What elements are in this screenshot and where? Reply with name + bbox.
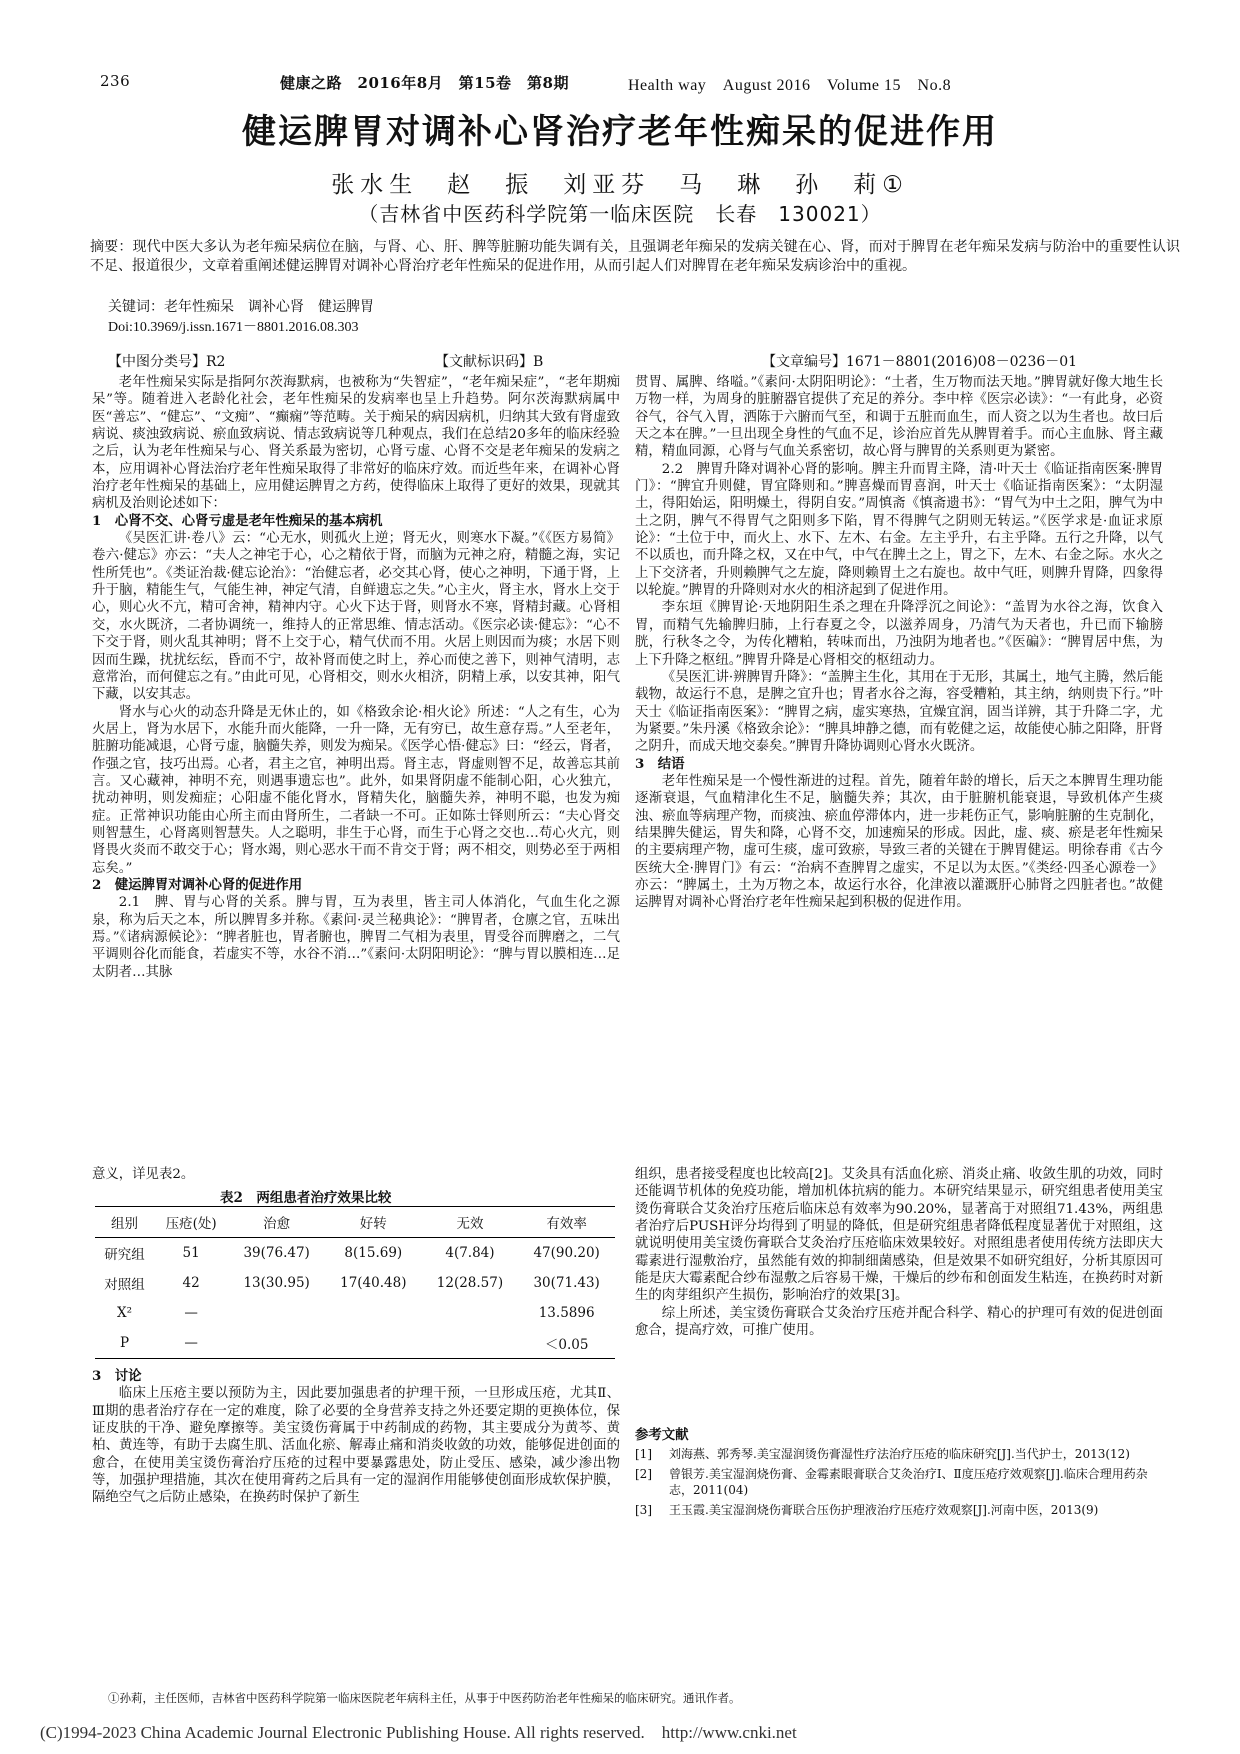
table-cell: 42: [182, 1275, 200, 1291]
reference-number: [1]: [635, 1447, 652, 1461]
table-cell: [422, 1298, 519, 1328]
table-cell: [228, 1328, 325, 1359]
right-column-body: [635, 374, 1163, 1064]
paragraph: 2.2 脾胃升降对调补心肾的影响。脾主升而胃主降，清·叶天士《临证指南医案·脾胃门》：“脾宜升则健，胃宜降则和。”脾喜燥而胃喜润，叶天士《临证指南医案》：“太阴湿土，得阳始运，阳明燥土，得阴自安。”周慎斋《慎斋遗书》：“胃气为中土之阳，脾气为中土之阴，脾气不得胃气之阳则多下陷，胃不得脾气之阴则无转运。”《医学求是·血证求原论》：“土位于中，而火上、水下、左木、右金。左主乎升，右主乎降。五行之升降，以气不以质也，而升降之权，又在中气，中气在脾土之上，胃之下，左木、右金之际。水火之上下交济者，升则赖脾气之左旋，降则赖胃土之右旋也。故中气旺，则脾升胃降，四象得以轮旋。”脾胃的升降则对水火的相济起到了促进作用。: [635, 461, 1163, 599]
doi: Doi:10.3969/j.issn.1671－8801.2016.08.303: [108, 320, 359, 335]
table-cell: 13.5896: [538, 1305, 595, 1321]
reference-item: [635, 1502, 1165, 1518]
reference-item: [635, 1466, 1165, 1498]
table-cell: —: [184, 1305, 198, 1321]
table-cell: 51: [182, 1245, 200, 1261]
paragraph: 临床上压疮主要以预防为主，因此要加强患者的护理干预，一旦形成压疮，尤其Ⅱ、Ⅲ期的患者治疗存在一定的难度，除了必要的全身营养支持之外还要定期的更换体位，保证皮肤的干净、避免摩擦等。美宝烫伤膏属于中药制成的药物，其主要成分为黄芩、黄柏、黄连等，有助于去腐生肌、活血化瘀、解毒止痛和消炎收敛的功效，能够促进创面的愈合，在使用美宝烫伤膏治疗压疮的过程中要暴露患处，防止受压、感染，减少渗出物等，加强护理措施，其次在使用膏药之后具有一定的湿润作用能够使创面形成软保护膜，隔绝空气之后防止感染，在换药时保护了新生: [92, 1386, 620, 1506]
journal-header-cn: 健康之路 2016年8月 第15卷 第8期: [280, 74, 569, 92]
table-cell: [228, 1298, 325, 1328]
table-cell: P: [119, 1335, 130, 1351]
table-header-cell: 组别: [110, 1216, 138, 1232]
page-number: 236: [100, 72, 131, 90]
paragraph: 李东垣《脾胃论·天地阴阳生杀之理在升降浮沉之间论》：“盖胃为水谷之海，饮食入胃，而精气先输脾归肺，上行春夏之令，以滋养周身，乃清气为天者也，升已而下输膀胱，行秋冬之令，为传化糟粕，转味而出，乃浊阴为地者也。”《医碥》：“脾胃居中焦，为上下升降之枢纽。”脾胃升降是心肾相交的枢纽动力。: [635, 600, 1163, 668]
table-cell: [325, 1328, 422, 1359]
table-cell: 17(40.48): [340, 1275, 407, 1291]
classification-number: 【中图分类号】R2: [108, 354, 226, 370]
table-cell: 对照组: [104, 1277, 145, 1293]
article-title: 健运脾胃对调补心肾治疗老年性痴呆的促进作用: [242, 112, 998, 152]
table-cell: [422, 1328, 519, 1359]
table-header-row: [95, 1207, 615, 1238]
table-cell: 39(76.47): [243, 1245, 310, 1261]
table-cell: ＜0.05: [544, 1337, 589, 1353]
table-caption: 表2 两组患者治疗效果比较: [220, 1190, 392, 1206]
reference-text: 王玉霞.美宝湿润烧伤膏联合压伤护理液治疗压疮疗效观察[J].河南中医，2013(9): [669, 1503, 1099, 1517]
table-row: [95, 1298, 615, 1328]
table-cell: —: [184, 1335, 198, 1351]
affiliation: （吉林省中医药科学院第一临床医院 长春 130021）: [358, 202, 882, 226]
document-code: 【文献标识码】B: [435, 354, 544, 370]
table-cell: 8(15.69): [344, 1245, 403, 1261]
reference-number: [3]: [635, 1503, 652, 1517]
table-row: [95, 1328, 615, 1359]
paragraph: 综上所述，美宝烫伤膏联合艾灸治疗压疮并配合科学、精心的护理可有效的促进创面愈合，提高疗效，可推广使用。: [635, 1305, 1163, 1339]
table-header-cell: 有效率: [546, 1216, 587, 1232]
section-heading: 3 讨论: [92, 1368, 142, 1384]
keywords: 关键词：老年性痴呆 调补心肾 健运脾胃: [108, 299, 374, 315]
results-table: [95, 1206, 615, 1359]
paragraph: 《吴医汇讲·辨脾胃升降》：“盖脾主生化，其用在于无形，其属土，地气主腾，然后能载物，故运行不息，是脾之宜升也；胃者水谷之海，容受糟粕，其主纳，纳则贵下行。”叶天士《临证指南医案》：“脾胃之病，虚实寒热，宜燥宜润，固当详辨，其于升降二字，尤为紧要。”朱丹溪《格致余论》：“脾具坤静之德，而有乾健之运，故能使心肺之阳降，肝肾之阴升，而成天地交泰矣。”脾胃升降协调则心肾水火既济。: [635, 669, 1163, 755]
reference-item: [635, 1446, 1165, 1462]
reference-list: [635, 1446, 1165, 1522]
journal-header-en: Health way August 2016 Volume 15 No.8: [628, 77, 952, 94]
table-cell: 4(7.84): [445, 1245, 495, 1261]
reference-number: [2]: [635, 1467, 652, 1481]
table-cell: X²: [116, 1305, 132, 1321]
table-cell: 12(28.57): [436, 1275, 504, 1291]
copyright-notice: (C)1994-2023 China Academic Journal Electronic Publishing House. All rights reserved. http://www.cnki.net: [40, 1723, 797, 1742]
section-heading: 1 心肾不交、心肾亏虚是老年性痴呆的基本病机: [92, 512, 383, 529]
table-header-cell: 好转: [359, 1216, 387, 1232]
table-cell: 研究组: [104, 1247, 145, 1263]
paragraph: 老年性痴呆是一个慢性渐进的过程。首先，随着年龄的增长，后天之本脾胃生理功能逐渐衰退，气血精津化生不足，脑髓失养；其次，由于脏腑机能衰退，导致机体产生痰浊、瘀血等病理产物，而痰浊、瘀血停滞体内，进一步耗伤正气，影响脏腑的生克制化，结果脾失健运，胃失和降，心肾不交，加速痴呆的形成。因此，虚、痰、瘀是老年性痴呆的主要病理产物，虚可生痰，虚可致瘀，导致三者的关键在于脾胃健运。明徐春甫《古今医统大全·脾胃门》有云：“治病不查脾胃之虚实，不足以为太医。”《类经·四圣心源卷一》亦云：“脾属土，土为万物之本，故运行水谷，化津液以灌溉肝心肺肾之四脏者也。”故健运脾胃对调补心肾治疗老年性痴呆起到积极的促进作用。: [635, 773, 1163, 911]
table-header-cell: 压疮(处): [165, 1216, 217, 1232]
left-column-body: [92, 374, 620, 1064]
paragraph: 2.1 脾、胃与心肾的关系。脾与胃，互为表里，皆主司人体消化，气血生化之源泉，称为后天之本，所以脾胃多并称。《素问·灵兰秘典论》：“脾胃者，仓廪之官，五味出焉。”《诸病源候论》：“脾者脏也，胃者腑也，脾胃二气相为表里，胃受谷而脾磨之，二气平调则谷化而能食，若虚实不等，水谷不消…”《素问·太阴阳明论》：“脾与胃以膜相连…足太阴者…其脉: [92, 895, 620, 980]
references-heading: 参考文献: [635, 1427, 689, 1443]
reference-text: 刘海燕、郭秀琴.美宝湿润烫伤膏湿性疗法治疗压疮的临床研究[J].当代护士，2013(12): [669, 1447, 1130, 1461]
section-heading: 2 健运脾胃对调补心肾的促进作用: [92, 876, 303, 893]
table-header-cell: 无效: [456, 1216, 484, 1232]
article-number: 【文章编号】1671－8801(2016)08－0236－01: [762, 354, 1078, 370]
abstract: 摘要：现代中医大多认为老年痴呆病位在脑，与肾、心、肝、脾等脏腑功能失调有关，且强调老年痴呆的发病关键在心、肾，而对于脾胃在老年痴呆发病与防治中的重要性认识不足、报道很少，文章着重阐述健运脾胃对调补心肾治疗老年性痴呆的促进作用，从而引起人们对脾胃在老年痴呆发病诊治中的重视。: [90, 239, 1180, 274]
author-footnote: ①孙莉，主任医师，吉林省中医药科学院第一临床医院老年病科主任，从事于中医药防治老年性痴呆的临床研究。通讯作者。: [108, 1691, 741, 1705]
table-cell: 30(71.43): [533, 1275, 600, 1291]
conclusion-continued: [635, 1166, 1163, 1420]
paragraph: 《吴医汇讲·卷八》云：“心无水，则孤火上逆；肾无火，则寒水下凝。”《《医方易简》卷六·健忘》亦云：“夫人之神宅于心，心之精依于肾，而脑为元神之府，精髓之海，实记性所凭也”。《类证治裁·健忘论治》：“治健忘者，必交其心肾，使心之神明，下通于肾，上升于脑，精能生气，气能生神，神定气清，自鲜遗忘之失。”心主火，肾主水，肾水上交于心，则心火不亢，精可舍神，精神内守。心火下达于肾，则肾水不寒，肾精封藏。心肾相交，水火既济，二者协调统一，维持人的正常思维、情志活动。《医宗必读·健忘》：“心不下交于肾，则火乱其神明；肾不上交于心，精气伏而不用。火居上则因而为痰；水居下则因而生躁，扰扰纭纭，昏而不宁，故补肾而使之时上，养心而使之善下，则神气清明，志意常治，而何健忘之有。”由此可见，心肾相交，则水火相济，阴精上承，以安其神，阳气下藏，以安其志。: [92, 531, 620, 703]
paragraph: 贯胃、属脾、络嗌。”《素问·太阴阳明论》：“土者，生万物而法天地。”脾胃就好像大地生长万物一样，为周身的脏腑器官提供了充足的养分。李中梓《医宗必读》：“一有此身，必资谷气，谷气入胃，洒陈于六腑而气至，和调于五脏而血生，而人资之以为生者也。故曰后天之本在脾。”一旦出现全身性的气血不足，诊治应首先从脾胃着手。而心主血脉、肾主藏精，精血同源，心肾与气血关系密切，故心肾与脾胃的关系则更为紧密。: [635, 375, 1163, 460]
table-cell: [325, 1298, 422, 1328]
section-heading: 3 结语: [635, 755, 685, 772]
table-row: [95, 1268, 615, 1298]
table-intro-line: 意义，详见表2。: [92, 1167, 195, 1182]
discussion-section: [92, 1368, 620, 1568]
table-cell: 47(90.20): [533, 1245, 600, 1261]
paragraph: 组织，患者接受程度也比较高[2]。艾灸具有活血化瘀、消炎止痛、收敛生肌的功效，同时还能调节机体的免疫功能，增加机体抗病的能力。本研究结果显示，研究组患者使用美宝烫伤膏联合艾灸治疗压疮后临床总有效率为90.20%，显著高于对照组71.43%，两组患者治疗后PUSH评分均得到了明显的降低，但是研究组患者降低程度显著优于对照组，这就说明使用美宝烫伤膏联合艾灸治疗压疮临床效果较好。对照组患者使用传统方法即庆大霉素进行湿敷治疗，虽然能有效的抑制细菌感染，但是效果不如研究组好，分析其原因可能是庆大霉素配合纱布湿敷之后容易干燥，干燥后的纱布和创面发生粘连，在换药时对新生的肉芽组织产生损伤，影响治疗的效果[3]。: [635, 1167, 1163, 1304]
paragraph: 肾水与心火的动态升降是无休止的，如《格致余论·相火论》所述：“人之有生，心为火居上，肾为水居下，水能升而火能降，一升一降，无有穷已，故生意存焉。”人至老年，脏腑功能减退，心肾亏虚，脑髓失养，则发为痴呆。《医学心悟·健忘》曰：“经云，肾者，作强之官，技巧出焉。心者，君主之官，神明出焉。肾主志，肾虚则智不足，故善忘其前言。又心藏神，神明不充，则遇事遗忘也”。此外，如果肾阴虚不能制心阳，心火独亢，扰动神明，则发痴症；心阳虚不能化肾水，肾精失化，脑髓失养，神明不聪，也发为痴症。正常神识功能由心所主而由肾所生，二者缺一不可。正如陈士铎则所云：“夫心肾交则智慧生，心肾离则智慧失。人之聪明，非生于心肾，而生于心肾之交也…苟心火亢，则肾畏火炎而不敢交于心；肾水竭，则心恶水干而不肯交于肾；两不相交，则势必至于两相忘矣。”: [92, 704, 620, 876]
table-cell: 13(30.95): [243, 1275, 310, 1291]
paragraph: 老年性痴呆实际是指阿尔茨海默病，也被称为“失智症”，“老年痴呆症”，“老年期痴呆”等。随着进入老龄化社会，老年性痴呆的发病率也呈上升趋势。阿尔茨海默病属中医“善忘”、“健忘”、“文痴”、“癫痫”等范畴。关于痴呆的病因病机，归纳其大致有肾虚致病说、痰浊致病说、瘀血致病说、情志致病说等几种观点，我们在总结20多年的临床经验之后，认为老年性痴呆与心、肾关系最为密切，心肾亏虚、心肾不交是老年痴呆的发病之本，应用调补心肾法治疗老年性痴呆取得了非常好的临床疗效。而近些年来，在调补心肾治疗老年性痴呆的基础上，应用健运脾胃之方药，使得临床上取得了更好的效果，现就其病机及治则论述如下：: [92, 375, 620, 512]
results-table-wrapper: [95, 1206, 615, 1359]
table-header-cell: 治愈: [263, 1216, 291, 1232]
reference-text: 曾银芳.美宝湿润烧伤膏、金霉素眼膏联合艾灸治疗Ⅰ、Ⅱ度压疮疗效观察[J].临床合理用药杂志，2011(04): [669, 1467, 1148, 1497]
table-intro-text: [92, 1166, 620, 1183]
table-row: [95, 1238, 615, 1269]
author-list: 张水生 赵 振 刘亚芬 马 琳 孙 莉①: [331, 172, 909, 198]
